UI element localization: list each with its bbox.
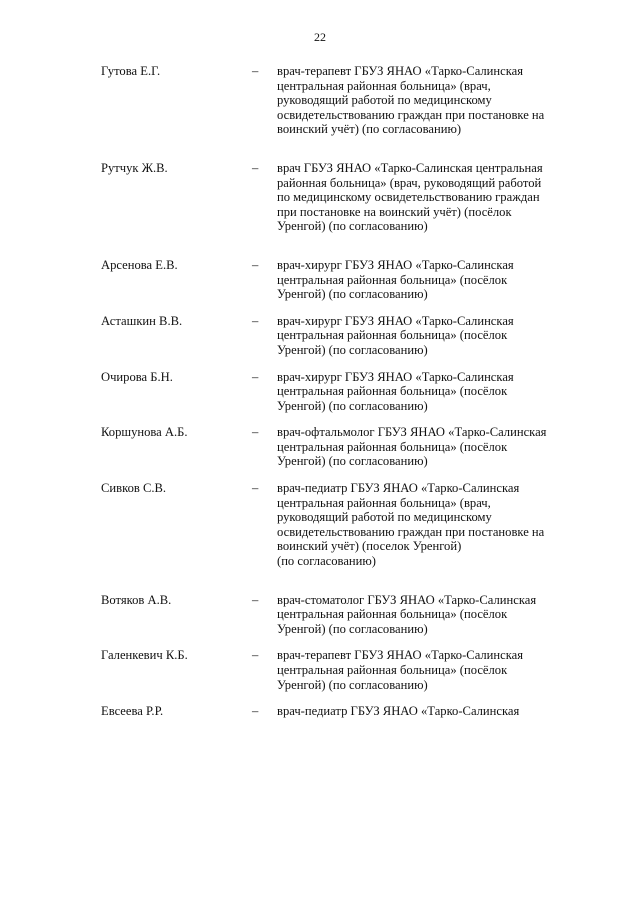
position-line: центральная районная больница» (посёлок xyxy=(277,384,508,399)
separator-dash: – xyxy=(252,648,259,663)
member-entry xyxy=(0,425,640,469)
member-position xyxy=(277,648,607,692)
position-line: центральная районная больница» (посёлок xyxy=(277,328,508,343)
position-line: воинский учёт) (поселок Уренгой) xyxy=(277,539,462,554)
position-line: Уренгой) (по согласованию) xyxy=(277,398,428,413)
page-number: 22 xyxy=(314,30,326,44)
position-line: Уренгой) (по согласованию) xyxy=(277,287,428,302)
separator-dash: – xyxy=(252,64,259,78)
position-line: врач-педиатр ГБУЗ ЯНАО «Тарко-Салинская xyxy=(277,704,520,719)
commission-member-list xyxy=(0,64,640,719)
member-position xyxy=(277,161,607,234)
position-line: Уренгой) (по согласованию) xyxy=(277,342,428,357)
position-line: центральная районная больница» (посёлок xyxy=(277,663,508,677)
member-name: Галенкевич К.Б. xyxy=(101,648,188,663)
position-line: врач-педиатр ГБУЗ ЯНАО «Тарко-Салинская xyxy=(277,481,520,496)
position-line: врач ГБУЗ ЯНАО «Тарко-Салинская центральная xyxy=(277,160,543,175)
member-name: Очирова Б.Н. xyxy=(101,369,173,384)
separator-dash: – xyxy=(252,425,259,440)
position-line: врач-хирург ГБУЗ ЯНАО «Тарко-Салинская xyxy=(277,313,514,328)
member-position xyxy=(277,64,607,137)
position-line: врач-хирург ГБУЗ ЯНАО «Тарко-Салинская xyxy=(277,257,514,272)
position-line: руководящий работой по медицинскому xyxy=(277,93,492,108)
separator-dash: – xyxy=(252,704,259,719)
member-entry xyxy=(0,314,640,358)
position-line: Уренгой) (по согласованию) xyxy=(277,219,428,234)
member-name: Вотяков А.В. xyxy=(101,592,172,607)
member-entry xyxy=(0,481,640,569)
position-line: воинский учёт) (по согласованию) xyxy=(277,122,462,137)
separator-dash: – xyxy=(252,592,259,607)
position-line: врач-терапевт ГБУЗ ЯНАО «Тарко-Салинская xyxy=(277,64,524,78)
position-line: центральная районная больница» (посёлок xyxy=(277,607,508,622)
position-line: при постановке на воинский учёт) (посёлок xyxy=(277,204,512,219)
member-entry xyxy=(0,258,640,302)
position-line: врач-офтальмолог ГБУЗ ЯНАО «Тарко-Салинская xyxy=(277,425,547,440)
member-name: Евсеева Р.Р. xyxy=(101,704,164,719)
position-line: врач-терапевт ГБУЗ ЯНАО «Тарко-Салинская xyxy=(277,648,524,663)
member-entry xyxy=(0,161,640,234)
position-line: центральная районная больница» (врач, xyxy=(277,78,491,93)
position-line: по медицинскому освидетельствованию граждан xyxy=(277,190,540,205)
position-line: центральная районная больница» (посёлок xyxy=(277,439,508,454)
member-position xyxy=(277,704,607,719)
position-line: освидетельствованию граждан при постановке на xyxy=(277,524,545,539)
member-entry xyxy=(0,593,640,637)
position-line: (по согласованию) xyxy=(277,554,377,569)
position-line: центральная районная больница» (врач, xyxy=(277,495,491,510)
member-name: Гутова Е.Г. xyxy=(101,64,161,78)
position-line: Уренгой) (по согласованию) xyxy=(277,454,428,469)
member-name: Рутчук Ж.В. xyxy=(101,160,168,175)
member-position xyxy=(277,314,607,358)
member-name: Арсенова Е.В. xyxy=(101,257,178,272)
member-entry xyxy=(0,648,640,692)
member-name: Коршунова А.Б. xyxy=(101,425,188,440)
member-position xyxy=(277,370,607,414)
member-entry xyxy=(0,64,640,137)
member-position xyxy=(277,258,607,302)
position-line: руководящий работой по медицинскому xyxy=(277,510,492,525)
separator-dash: – xyxy=(252,481,259,496)
position-line: Уренгой) (по согласованию) xyxy=(277,621,428,636)
separator-dash: – xyxy=(252,160,259,175)
member-position xyxy=(277,481,607,569)
separator-dash: – xyxy=(252,369,259,384)
position-line: врач-стоматолог ГБУЗ ЯНАО «Тарко-Салинская xyxy=(277,592,537,607)
position-line: центральная районная больница» (посёлок xyxy=(277,272,508,287)
separator-dash: – xyxy=(252,313,259,328)
member-name: Асташкин В.В. xyxy=(101,313,183,328)
position-line: врач-хирург ГБУЗ ЯНАО «Тарко-Салинская xyxy=(277,369,514,384)
position-line: районная больница» (врач, руководящий работой xyxy=(277,175,542,190)
position-line: Уренгой) (по согласованию) xyxy=(277,677,428,692)
member-position xyxy=(277,425,607,469)
position-line: освидетельствованию граждан при постановке на xyxy=(277,107,545,122)
member-entry xyxy=(0,704,640,719)
separator-dash: – xyxy=(252,257,259,272)
member-name: Сивков С.В. xyxy=(101,481,167,496)
member-entry xyxy=(0,370,640,414)
member-position xyxy=(277,593,607,637)
